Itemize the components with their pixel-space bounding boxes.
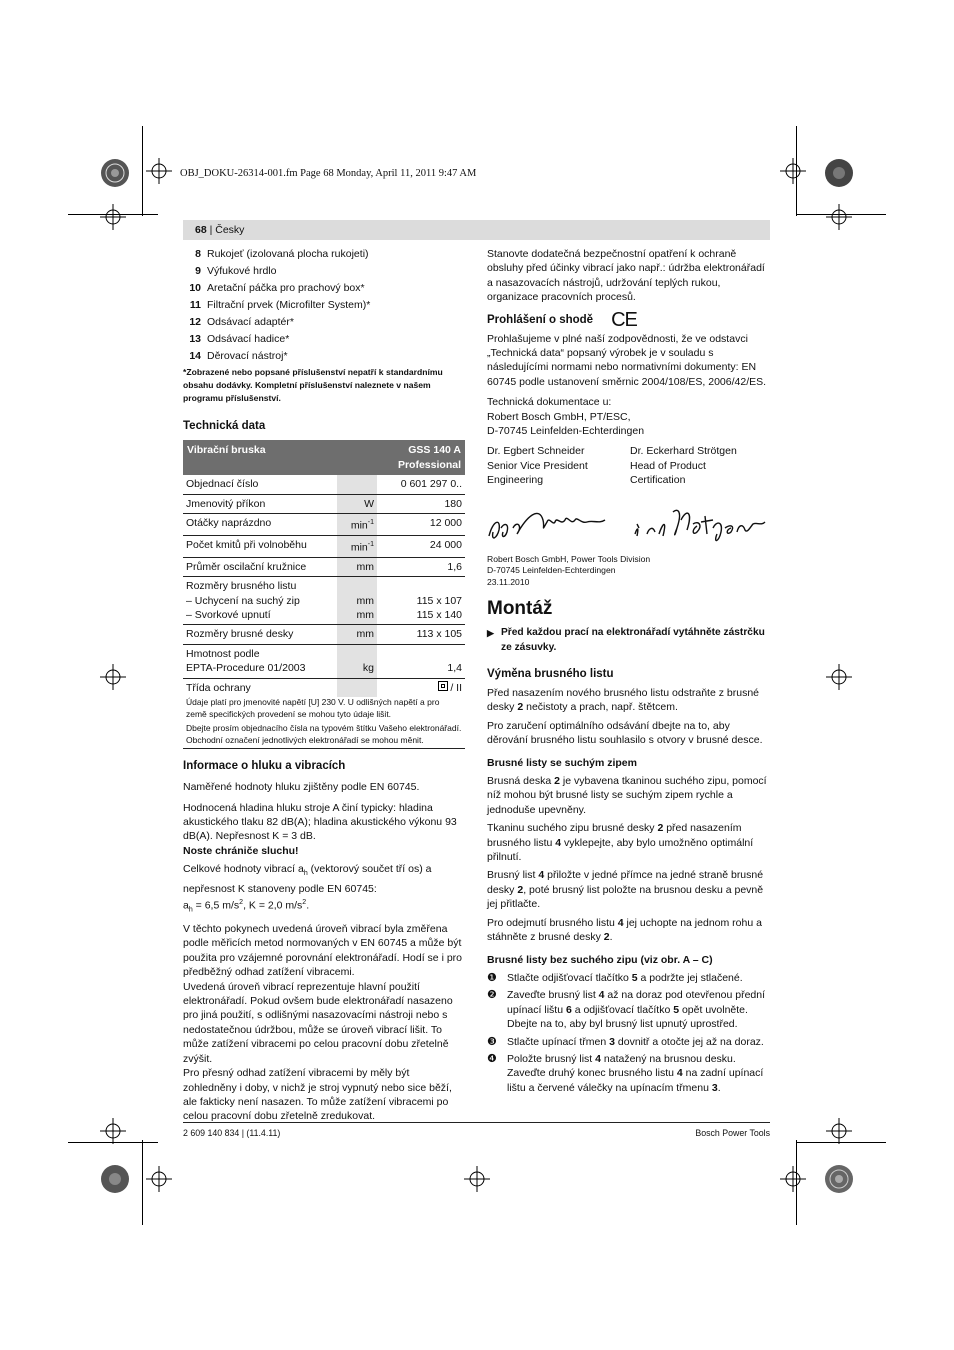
step-item: ❶ Stlačte odjišťovací tlačítko 5 a podržte jej stlačené. — [487, 971, 743, 984]
table-header-model: Vibrační bruska — [183, 440, 337, 475]
noise-paragraph: Pro přesný odhad zatížení vibracemi by měly být zohledněny i doby, v nichž je stroj vypnutý nebo sice běží, ale fakticky není nasazen. To může zatížení vibracemi po celou pracovní dobu zřetelně zredukovat. — [183, 1067, 452, 1123]
accessory-note: *Zobrazené nebo popsané příslušenství nepatří k standardnímu obsahu dodávky. Kompletní příslušenství naleznete v našem programu příslušenství. — [183, 367, 443, 404]
registration-mark-icon — [824, 1164, 854, 1194]
list-item: 14 Děrovací nástroj* — [189, 350, 288, 362]
table-row: Objednací číslo 0 601 297 0.. — [183, 475, 465, 494]
subsection-title-nozip: Brusné listy bez suchého zipu (viz obr. A – C) — [487, 953, 713, 966]
crosshair-icon — [826, 664, 852, 690]
tech-note-voltage: Údaje platí pro jmenovité napětí [U] 230 V. U odlišných napětí a pro země specifických provedení se mohou tyto údaje lišit. — [186, 697, 440, 719]
safety-paragraph: Stanovte dodatečná bezpečnostní opatření k ochraně obsluhy před účinky vibrací jako např.: údržba elektronářadí a nasazovacích nástrojů, udržování teplých rukou, organizace pracovních procesů. — [487, 248, 765, 304]
conformity-title: Prohlášení o shodě CE — [487, 308, 637, 331]
crosshair-icon — [146, 1166, 172, 1192]
list-item: 12 Odsávací adaptér* — [189, 316, 294, 328]
footer-right: Bosch Power Tools — [695, 1128, 770, 1138]
list-item: 9 Výfukové hrdlo — [195, 265, 277, 277]
vibration-values: Celkové hodnoty vibrací $a_h$ (vektorový součet tří os) a nepřesnost K stanoveny podle EN 60745: $a_h = 6,5$ $m/s^2$, K = 2,0 $m/s^2$. — [183, 863, 432, 914]
table-row: Rozměry brusného listu – Uchycení na suchý zip – Svorkové upnutí mm mm 115 x 107 115 x 140 — [183, 577, 465, 625]
step-item: ❸ Stlačte upínací třmen 3 dovnitř a otočte jej až na doraz. — [487, 1035, 764, 1048]
file-slug: OBJ_DOKU-26314-001.fm Page 68 Monday, April 11, 2011 9:47 AM — [180, 168, 477, 179]
doc-line: D-70745 Leinfelden-Echterdingen — [487, 425, 645, 438]
crosshair-icon — [826, 204, 852, 230]
crop-mark — [142, 126, 143, 216]
step-item: ❷ Zaveďte brusný list 4 až na doraz pod otevřenou přední upínací lištu 6 a odjišťovací tlačítko 5 opět uvolněte. Dbejte na to, aby byl brusný list upnutý uprostřed. — [487, 989, 766, 1031]
noise-paragraph: Uvedená úroveň vibrací reprezentuje hlavní použití elektronářadí. Pokud ovšem bude elektronářadí nasazeno pro jiná použití, s odlišnými nasazovacími nástroji nebo s nedostatečnou údržbou, může se úroveň vibrací lišit. To může zatížení vibracemi po celou pracovní dobu zřetelně zvýšit. — [183, 980, 453, 1065]
crosshair-icon — [100, 1118, 126, 1144]
table-row: Třída ochrany / II — [183, 678, 465, 697]
doc-line: Robert Bosch GmbH, PT/ESC, — [487, 410, 631, 423]
left-column — [183, 247, 466, 1124]
crosshair-icon — [100, 664, 126, 690]
table-row: Jmenovitý příkon W 180 — [183, 494, 465, 513]
crop-mark — [142, 1140, 143, 1225]
protection-class-icon — [438, 681, 448, 691]
noise-paragraph: V těchto pokynech uvedená úroveň vibrací byla změřena podle měřicích metod normovaných v EN 60745 a může být použita pro vzájemné porovnání elektronářadí. Hodí se i pro předběžný odhad zatížení vibracemi. — [183, 923, 462, 979]
crosshair-icon — [100, 204, 126, 230]
conformity-paragraph: Prohlašujeme v plné naší zodpovědnosti, že ve odstavci „Technická data“ popsaný výrobek je v souladu s následujícími normami nebo normativními dokumenty: EN 60745 podle ustanovení směrnic 2004/108/ES, 2006/42/ES. — [487, 332, 767, 388]
noise-paragraph: Hodnocená hladina hluku stroje A činí typicky: hladina akustického tlaku 82 dB(A); hladina akustického výkonu 93 dB(A). Nepřesnost K = 3 dB. — [183, 801, 457, 843]
section-title-vymena: Výměna brusného listu — [487, 668, 614, 680]
crosshair-icon — [826, 1118, 852, 1144]
zip-paragraph: Pro odejmutí brusného listu 4 jej uchopte na jednom rohu a stáhněte z brusné desky 2. — [487, 916, 762, 944]
subsection-title-zip: Brusné listy se suchým zipem — [487, 756, 637, 769]
page-number: 68 — [195, 224, 207, 236]
warning-item: ▶ Před každou prací na elektronářadí vytáhněte zástrčku ze zásuvky. — [487, 626, 770, 655]
vymena-paragraph: Před nasazením nového brusného listu odstraňte z brusné desky 2 nečistoty a prach, např. štětcem. — [487, 687, 760, 714]
step-item: ❹ Položte brusný list 4 natažený na brusnou desku. Zaveďte druhý konec brusného listu 4 na zadní upínací lištu a červené válečky na upínacím třmenu 3. — [487, 1052, 764, 1094]
arrow-icon: ▶ — [487, 628, 494, 639]
noise-title: Informace o hluku a vibracích — [183, 760, 346, 773]
registration-mark-icon — [100, 158, 130, 188]
signatories: Dr. Egbert Schneider Senior Vice President Engineering Dr. Eckerhard Strötgen Head of Product Certification — [487, 445, 737, 487]
tech-data-title: Technická data — [183, 420, 266, 433]
list-item: 11 Filtrační prvek (Microfilter System)* — [189, 299, 371, 311]
footer-rule — [183, 1122, 770, 1123]
list-item: 8 Rukojeť (izolovaná plocha rukojeti) — [195, 248, 369, 260]
table-row: Počet kmitů při volnoběhu $\min^{-1}$ 24 000 — [183, 535, 465, 557]
noise-paragraph: Naměřené hodnoty hluku zjištěny podle EN 60745. — [183, 781, 420, 794]
step-3-icon: ❸ — [487, 1035, 497, 1048]
zip-paragraph: Brusná deska 2 je vybavena tkaninou suchého zipu, pomocí níž mohou být brusné listy se suchým zipem rychle a jednoduše upevněny. — [487, 775, 767, 816]
registration-mark-icon — [100, 1164, 130, 1194]
table-row: Průměr oscilační kružnice mm 1,6 — [183, 557, 465, 576]
table-header-product: GSS 140 A Professional — [377, 440, 465, 475]
crosshair-icon — [780, 158, 806, 184]
crosshair-icon — [146, 158, 172, 184]
crosshair-icon — [464, 1166, 490, 1192]
right-column — [487, 247, 770, 1098]
tech-data-table — [183, 440, 465, 697]
parts-list — [183, 247, 466, 363]
crosshair-icon — [780, 1166, 806, 1192]
vymena-paragraph: Pro zaručení optimálního odsávání dbejte na to, aby děrování brusného listu souhlasilo s otvory v brusné desce. — [487, 719, 763, 747]
tech-note-order: Dbejte prosím objednacího čísla na typovém štítku Vašeho elektronářadí. Obchodní označení jednotlivých elektronářadí se mohou měnit. — [186, 723, 462, 745]
doc-line: Technická dokumentace u: — [487, 396, 612, 409]
zip-paragraph: Tkaninu suchého zipu brusné desky 2 před nasazením brusného listu 4 vyklepejte, aby bylo umožněno optimální přilnutí. — [487, 822, 754, 864]
zip-paragraph: Brusný list 4 přiložte v jedné přímce na jedné straně brusné desky 2, poté brusný list položte na brusnou desku a pevně jej přitlačte. — [487, 869, 764, 911]
list-item: 10 Aretační páčka pro prachový box* — [189, 282, 365, 294]
section-title-montaz: Montáž — [487, 598, 553, 620]
header-language: Česky — [215, 224, 245, 236]
hearing-protection-warning: Noste chrániče sluchu! — [183, 844, 299, 857]
ce-mark-icon: CE — [611, 308, 637, 331]
header-separator: | — [206, 224, 216, 236]
signatures-image — [487, 498, 770, 546]
table-row: Otáčky naprázdno $\min^{-1}$ 12 000 — [183, 514, 465, 536]
page-header — [183, 220, 770, 240]
table-row: Rozměry brusné desky mm 113 x 105 — [183, 625, 465, 644]
registration-mark-icon — [824, 158, 854, 188]
list-item: 13 Odsávací hadice* — [189, 333, 290, 345]
footer-left: 2 609 140 834 | (11.4.11) — [183, 1128, 281, 1138]
step-2-icon: ❷ — [487, 989, 497, 1002]
step-4-icon: ❹ — [487, 1052, 497, 1065]
company-address: Robert Bosch GmbH, Power Tools Division D-70745 Leinfelden-Echterdingen 23.11.2010 — [487, 553, 651, 587]
table-row: Hmotnost podle EPTA-Procedure 01/2003 kg 1,4 — [183, 644, 465, 678]
step-1-icon: ❶ — [487, 971, 497, 984]
